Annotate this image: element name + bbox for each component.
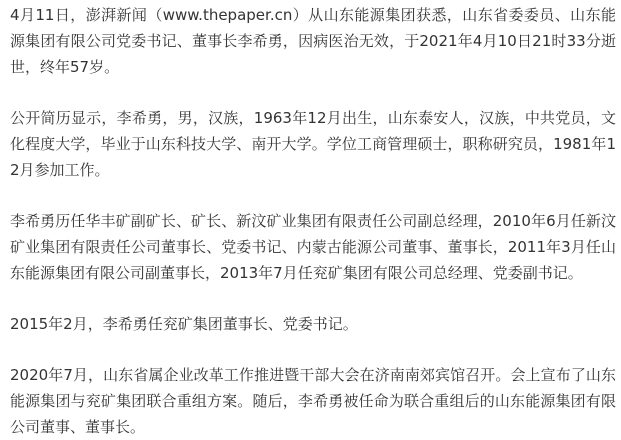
paragraph-2015-appointment: 2015年2月，李希勇任兖矿集团董事长、党委书记。: [10, 315, 358, 333]
paragraph-2020-reorganization: 2020年7月，山东省属企业改革工作推进暨干部大会在济南南郊宾馆召开。会上宣布了山东能源集团与兖矿集团联合重组方案。随后，李希勇被任命为联合重组后的山东能源集团有限公司董事、董事长。: [10, 366, 616, 436]
paragraph-death-announcement: 4月11日，澎湃新闻（www.thepaper.cn）从山东能源集团获悉，山东省委委员、山东能源集团有限公司党委书记、董事长李希勇，因病医治无效，于2021年4月10日21时33分逝世，终年57岁。: [10, 6, 616, 76]
paragraph-career-history: 李希勇历任华丰矿副矿长、矿长、新汶矿业集团有限责任公司副总经理，2010年6月任新汶矿业集团有限责任公司董事长、党委书记、内蒙古能源公司董事、董事长，2011年3月任山东能源集团有限公司副董事长，2013年7月任兖矿集团有限公司总经理、党委副书记。: [10, 212, 616, 282]
paragraph-biography: 公开简历显示，李希勇，男，汉族，1963年12月出生，山东泰安人，汉族，中共党员，文化程度大学，毕业于山东科技大学、南开大学。学位工商管理硕士，职称研究员，1981年12月参加工作。: [10, 109, 616, 179]
article-body: [10, 2, 616, 440]
